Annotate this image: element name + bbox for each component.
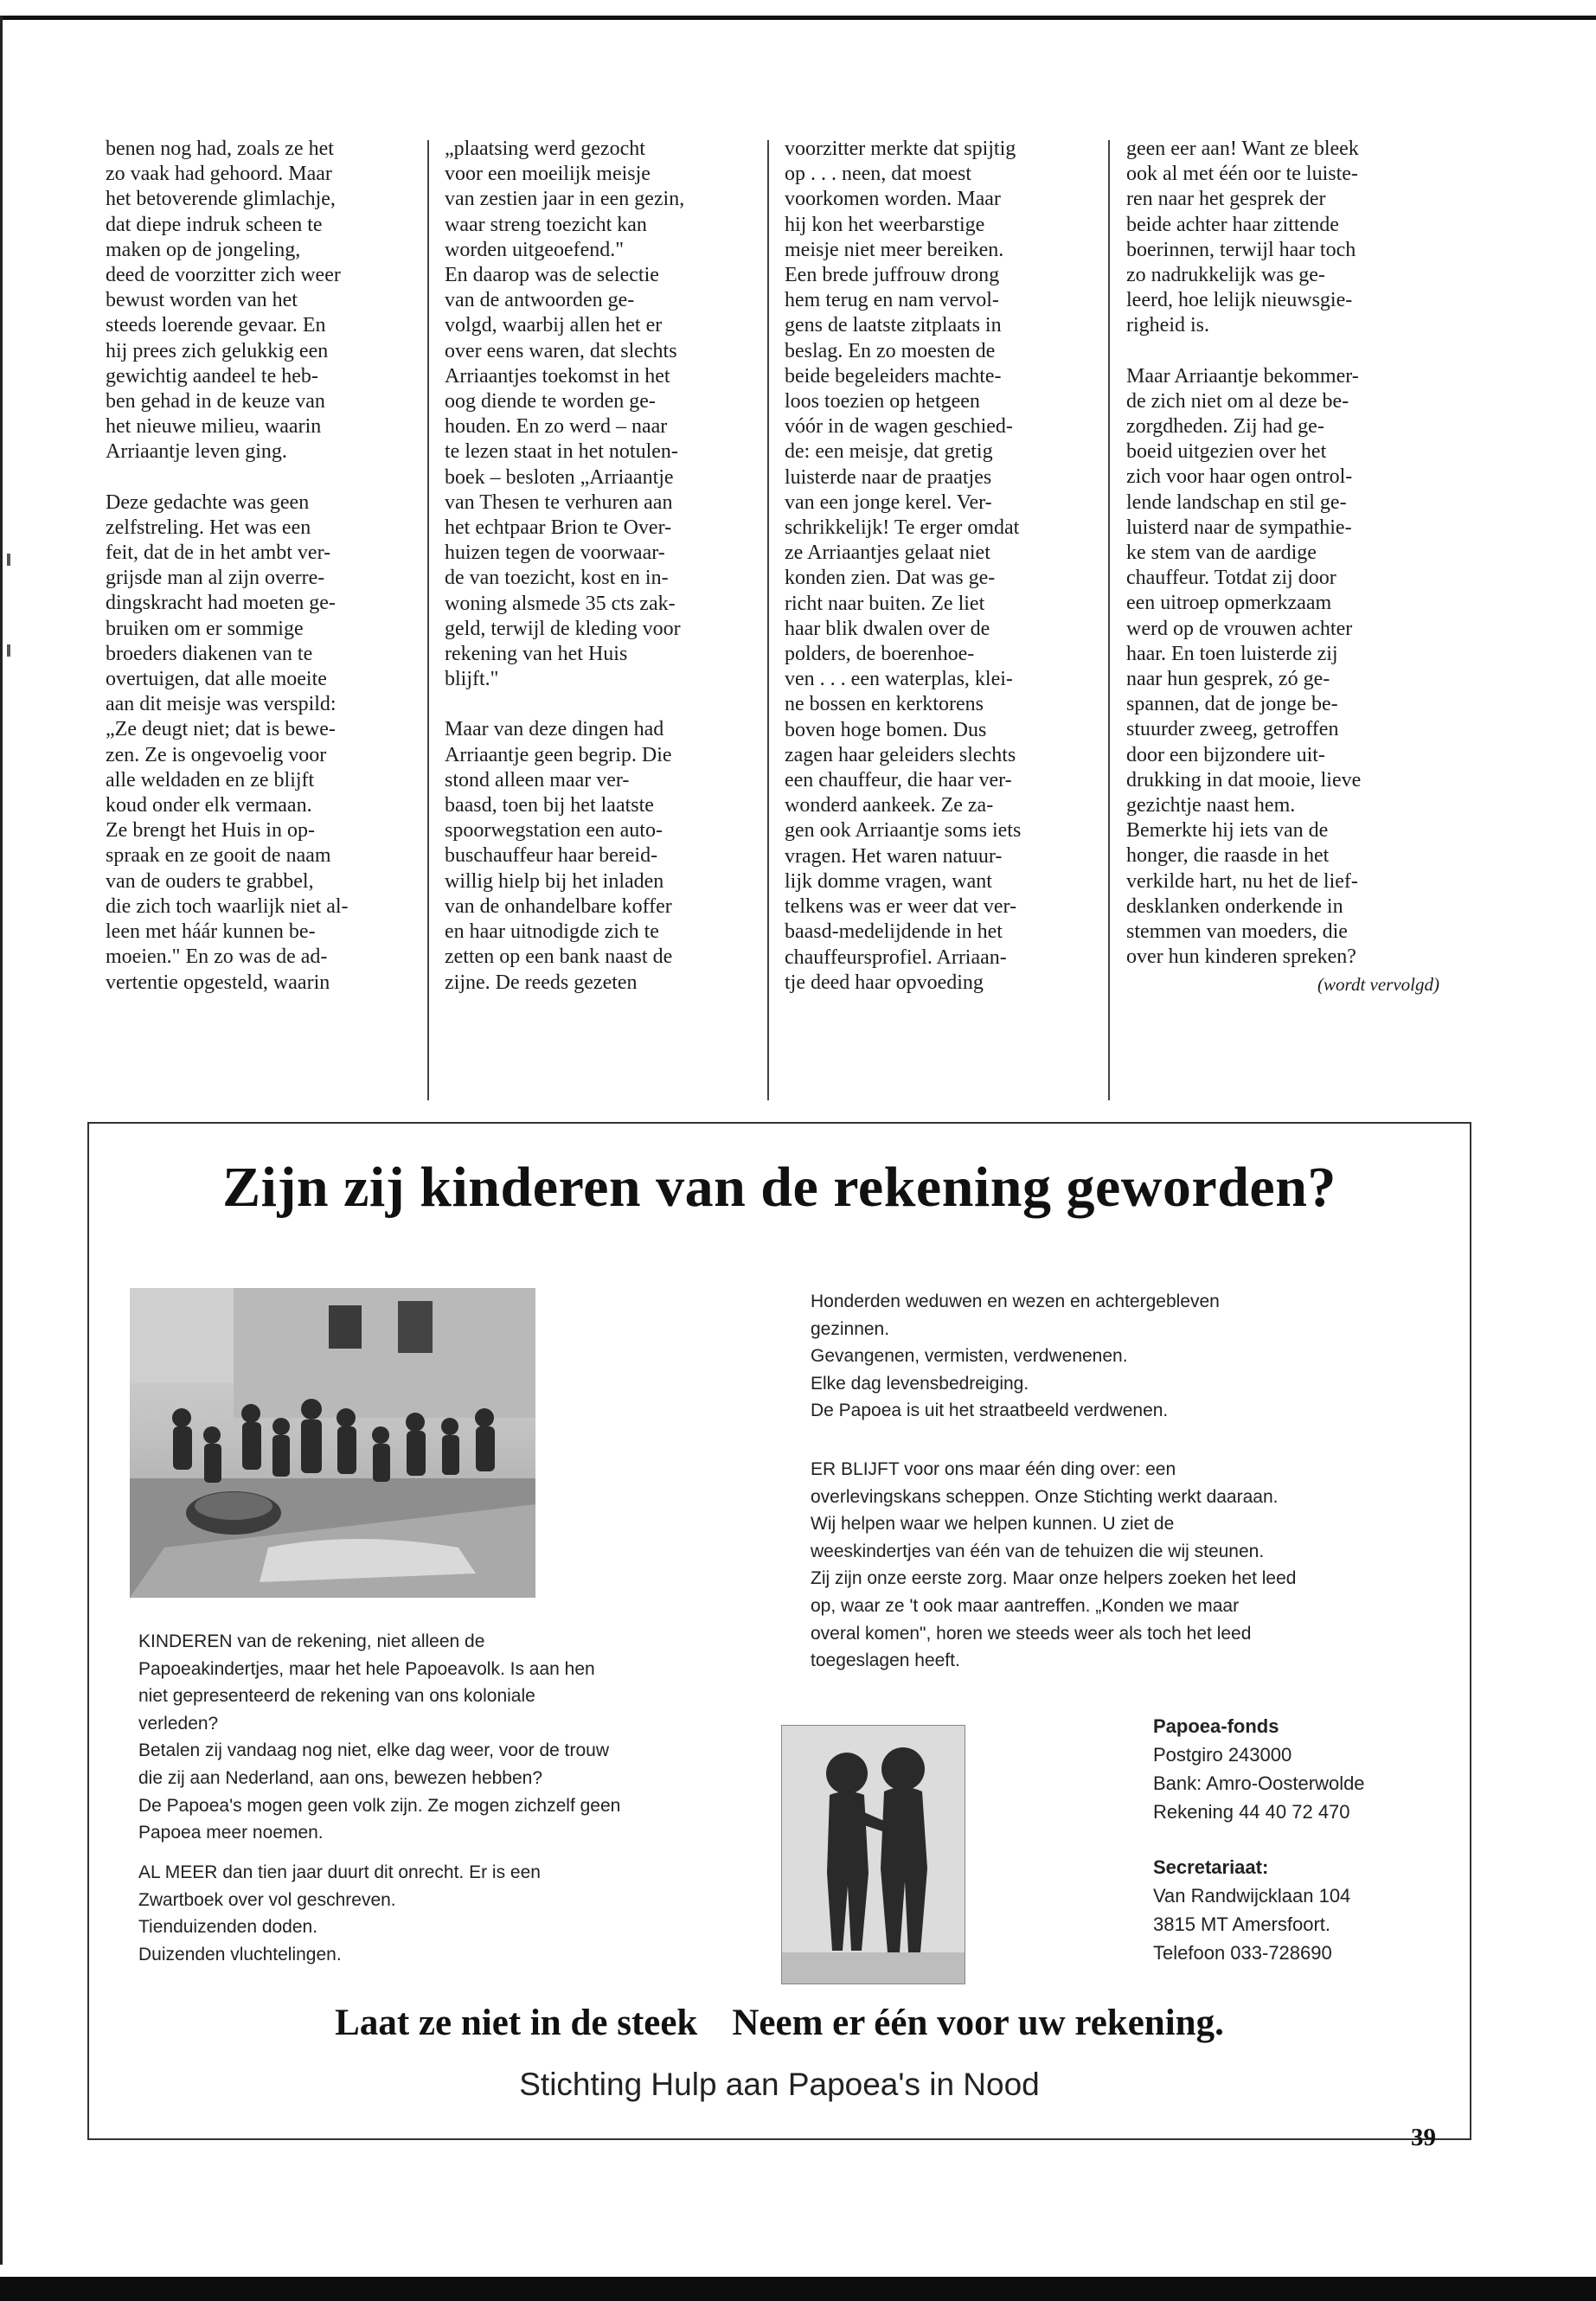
paragraph: benen nog had, zoals ze het zo vaak had gehoord. Maar het betoverende glimlachje, dat diepe indruk scheen te maken op de jongeling, deed de voorzitter zich weer bewust worden van het steeds loerende gevaar. En hij prees zich gelukkig een gewichtig aandeel te heb- ben gehad in de keuze van het nieuwe milieu, waarin Arriaantje leven ging. xyxy=(106,138,341,464)
secretariat-line: Telefoon 033-728690 xyxy=(1153,1942,1332,1964)
secretariat-contact xyxy=(1153,1853,1350,1967)
paragraph: „plaatsing werd gezocht voor een moeilijk meisje van zestien jaar in een gezin, waar streng toezicht kan worden uitgeoefend." En daarop was de selectie van de antwoorden ge- volgd, waarbij allen het er over eens waren, dat slechts Arriaantjes toekomst in het oog diende te worden ge- houden. En zo werd – naar te lezen staat in het notulen- boek – besloten „Arriaantje van Thesen te verhuren aan het echtpaar Brion te Over- huizen tegen de voorwaar- de van toezicht, kost en in- woning alsmede 35 cts zak- geld, terwijl de kleding voor rekening van het Huis blijft." xyxy=(445,138,685,691)
article-column-2 xyxy=(445,137,747,1097)
continued-note: (wordt vervolgd) xyxy=(1317,973,1439,995)
slogan-left: Laat ze niet in de steek xyxy=(335,2003,698,2043)
two-children-photo xyxy=(781,1725,965,1984)
scan-mark xyxy=(7,554,10,566)
ad-text-widows: Honderden weduwen en wezen en achtergebleven gezinnen. Gevangenen, vermisten, verdwenenen. Elke dag levensbedreiging. De Papoea is uit het straatbeeld verdwenen. xyxy=(811,1292,1220,1421)
children-photo xyxy=(130,1288,535,1598)
secretariat-line: 3815 MT Amersfoort. xyxy=(1153,1913,1331,1935)
ad-headline: Zijn zij kinderen van de rekening geworden? xyxy=(222,1156,1336,1219)
left-border xyxy=(0,16,3,2265)
fund-title: Papoea-fonds xyxy=(1153,1715,1279,1737)
scan-mark xyxy=(7,644,10,657)
paragraph: Maar van deze dingen had Arriaantje geen begrip. Die stond alleen maar ver- baasd, toen bij het laatste spoorwegstation een auto- buschauffeur haar bereid- willig hielp bij het inladen van de onhandelbare koffer en haar uitnodigde zich te zetten op een bank naast de zijne. De reeds gezeten xyxy=(445,718,673,994)
paragraph: geen eer aan! Want ze bleek ook al met één oor te luiste- ren naar het gesprek der beide achter haar zittende boerinnen, terwijl haar toch zo nadrukkelijk was ge- leerd, hoe lelijk nieuwsgie- righeid is. xyxy=(1126,138,1359,337)
page-number: 39 xyxy=(1411,2124,1436,2151)
article-column-4 xyxy=(1126,137,1439,1097)
ad-slogan xyxy=(89,2002,1470,2044)
ad-text-injustice: AL MEER dan tien jaar duurt dit onrecht. Er is een Zwartboek over vol geschreven. Tienduizenden doden. Duizenden vluchtelingen. xyxy=(138,1862,541,1965)
slogan-right: Neem er één voor uw rekening. xyxy=(732,2003,1224,2043)
fund-contact xyxy=(1153,1712,1365,1826)
foundation-name: Stichting Hulp aan Papoea's in Nood xyxy=(519,2067,1040,2102)
fund-line: Bank: Amro-Oosterwolde xyxy=(1153,1772,1365,1794)
paragraph: Maar Arriaantje bekommer- de zich niet om al deze be- zorgdheden. Zij had ge- boeid uitgezien over het zich voor haar ogen ontrol- lende landschap en stil ge- luisterd naar de sympathie- ke stem van de aardige chauffeur. Totdat zij door een uitroep opmerkzaam werd op de vrouwen achter haar. En toen luisterde zij naar hun gesprek, zó ge- spannen, dat de jonge be- stuurder zweeg, getroffen door een bijzondere uit- drukking in dat mooie, lieve gezichtje naast hem. Bemerkte hij iets van de honger, die raasde in het verkilde hart, nu het de lief- desklanken onderkende in stemmen van moeders, die over hun kinderen spreken? xyxy=(1126,364,1362,969)
paragraph: Deze gedachte was geen zelfstreling. Het was een feit, dat de in het ambt ver- grijsde man al zijn overre- dingskracht had moeten ge- bruiken om er sommige broeders diakenen van te overtuigen, dat alle moeite aan dit meisje was verspild: „Ze deugt niet; dat is bewe- zen. Ze is ongevoelig voor alle weldaden en ze blijft koud onder elk vermaan. Ze brengt het Huis in op- spraak en ze gooit de naam van de ouders te grabbel, die zich toch waarlijk niet al- leen met háár kunnen be- moeien." En zo was de ad- vertentie opgesteld, waarin xyxy=(106,490,349,994)
article-column-1 xyxy=(106,137,408,1097)
column-divider xyxy=(1108,140,1110,1100)
column-divider xyxy=(427,140,429,1100)
fund-line: Postgiro 243000 xyxy=(1153,1744,1292,1766)
fund-line: Rekening 44 40 72 470 xyxy=(1153,1801,1350,1823)
paragraph: voorzitter merkte dat spijtig op . . . neen, dat moest voorkomen worden. Maar hij kon het weerbarstige meisje niet meer bereiken. Een brede juffrouw drong hem terug en nam vervol- gens de laatste zitplaats in beslag. En zo moesten de beide begeleiders machte- loos toezien op hetgeen vóór in de wagen geschied- de: een meisje, dat gretig luisterde naar de praatjes van een jonge kerel. Ver- schrikkelijk! Te erger omdat ze Arriaantjes gelaat niet konden zien. Dat was ge- richt naar buiten. Ze liet haar blik dwalen over de polders, de boerenhoe- ven . . . een waterplas, klei- ne bossen en kerktorens boven hoge bomen. Dus zagen haar geleiders slechts een chauffeur, die haar ver- wonderd aankeek. Ze za- gen ook Arriaantje soms iets vragen. Het waren natuur- lijk domme vragen, want telkens was er weer dat ver- baasd-medelijdende in het chauffeursprofiel. Arriaan- tje deed haar opvoeding xyxy=(785,138,1022,994)
advertisement-box xyxy=(87,1122,1471,2140)
article-column-3 xyxy=(785,137,1087,1097)
secretariat-title: Secretariaat: xyxy=(1153,1856,1269,1878)
secretariat-line: Van Randwijcklaan 104 xyxy=(1153,1885,1351,1907)
column-divider xyxy=(767,140,769,1100)
ad-text-children: KINDEREN van de rekening, niet alleen de Papoeakindertjes, maar het hele Papoeavolk. Is aan hen niet gepresenteerd de rekening van ons koloniale verleden? Betalen zij vandaag nog niet, elke dag weer, voor de trouw die zij aan Nederland, aan ons, bewezen hebben? De Papoea's mogen geen volk zijn. Ze mogen zichzelf geen Papoea meer noemen. xyxy=(138,1631,621,1843)
top-border xyxy=(0,16,1596,20)
bottom-border xyxy=(0,2277,1596,2301)
ad-text-foundation-work: ER BLIJFT voor ons maar één ding over: een overlevingskans scheppen. Onze Stichting werkt daaraan. Wij helpen waar we helpen kunnen. U ziet de weeskindertjes van één van de tehuizen die wij steunen. Zij zijn onze eerste zorg. Maar onze helpers zoeken het leed op, waar ze 't ook maar aantreffen. „Konden we maar overal komen", horen we steeds weer als toch het leed toegeslagen heeft. xyxy=(811,1459,1297,1671)
